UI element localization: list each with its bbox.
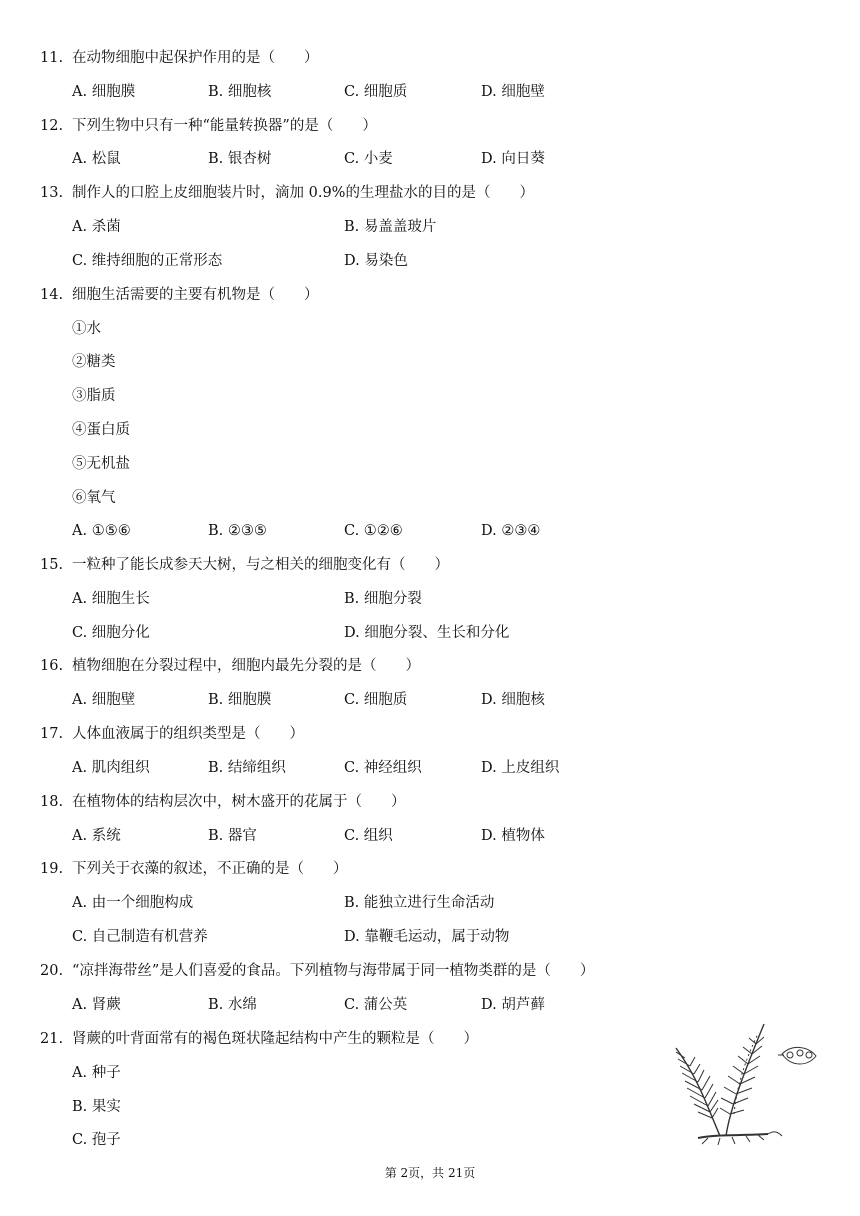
option-b: B. 器官 [208, 828, 257, 844]
question-text: 下列关于衣藻的叙述，不正确的是（ ） [72, 861, 348, 877]
question-text: 制作人的口腔上皮细胞装片时，滴加 0.9%的生理盐水的目的是（ ） [72, 185, 534, 201]
list-item: ①水 [72, 321, 101, 337]
question-number: 18. [40, 794, 64, 810]
question-text: 植物细胞在分裂过程中，细胞内最先分裂的是（ ） [72, 658, 420, 674]
option-c: C. 维持细胞的正常形态 [72, 253, 223, 269]
question-text: 在植物体的结构层次中，树木盛开的花属于（ ） [72, 794, 406, 810]
option-c: C. 细胞质 [344, 84, 408, 100]
option-a: A. 细胞壁 [72, 692, 136, 708]
fern-illustration [668, 1018, 820, 1146]
question-number: 21. [40, 1031, 64, 1047]
option-d: D. 易染色 [344, 253, 408, 269]
question-number: 19. [40, 861, 64, 877]
option-b: B. 结缔组织 [208, 760, 286, 776]
question-number: 17. [40, 726, 64, 742]
question-text: 细胞生活需要的主要有机物是（ ） [72, 287, 319, 303]
list-item: ⑤无机盐 [72, 456, 130, 472]
question-number: 12. [40, 118, 64, 134]
option-d: D. 胡芦藓 [481, 997, 545, 1013]
question-number: 11. [40, 50, 64, 66]
option-b: B. 细胞核 [208, 84, 272, 100]
question-text: “凉拌海带丝”是人们喜爱的食品。下列植物与海带属于同一植物类群的是（ ） [72, 963, 595, 979]
option-d: D. 上皮组织 [481, 760, 560, 776]
option-a: A. 肾蕨 [72, 997, 121, 1013]
option-d: D. 植物体 [481, 828, 545, 844]
list-item: ②糖类 [72, 354, 116, 370]
option-a: A. 细胞膜 [72, 84, 136, 100]
list-item: ③脂质 [72, 388, 116, 404]
option-d: D. 靠鞭毛运动，属于动物 [344, 929, 510, 945]
question-number: 14. [40, 287, 64, 303]
option-d: D. 细胞核 [481, 692, 545, 708]
option-a: A. 细胞生长 [72, 591, 150, 607]
option-b: B. 细胞分裂 [344, 591, 422, 607]
question-text: 人体血液属于的组织类型是（ ） [72, 726, 304, 742]
option-d: D. 细胞分裂、生长和分化 [344, 625, 510, 641]
option-c: C. 细胞质 [344, 692, 408, 708]
option-b: B. 能独立进行生命活动 [344, 895, 495, 911]
page-footer: 第 2页，共 21页 [384, 1166, 476, 1180]
question-text: 下列生物中只有一种“能量转换器”的是（ ） [72, 118, 377, 134]
option-c: C. 组织 [344, 828, 393, 844]
option-c: C. 蒲公英 [344, 997, 408, 1013]
option-c: C. 细胞分化 [72, 625, 150, 641]
question-text: 肾蕨的叶背面常有的褐色斑状隆起结构中产生的颗粒是（ ） [72, 1031, 478, 1047]
question-number: 16. [40, 658, 64, 674]
option-c: C. 小麦 [344, 151, 393, 167]
option-a: A. 种子 [72, 1065, 121, 1081]
option-b: B. 水绵 [208, 997, 257, 1013]
option-c: C. ①②⑥ [344, 523, 403, 539]
option-d: D. ②③④ [481, 523, 541, 539]
option-b: B. 易盖盖玻片 [344, 219, 437, 235]
option-c: C. 自己制造有机营养 [72, 929, 208, 945]
question-number: 15. [40, 557, 64, 573]
option-b: B. 银杏树 [208, 151, 272, 167]
option-c: C. 神经组织 [344, 760, 422, 776]
option-a: A. 肌肉组织 [72, 760, 150, 776]
option-a: A. 由一个细胞构成 [72, 895, 194, 911]
option-a: A. 杀菌 [72, 219, 121, 235]
option-d: D. 向日葵 [481, 151, 545, 167]
question-text: 一粒种了能长成参天大树，与之相关的细胞变化有（ ） [72, 557, 449, 573]
option-b: B. 细胞膜 [208, 692, 272, 708]
option-b: B. 果实 [72, 1099, 121, 1115]
option-b: B. ②③⑤ [208, 523, 267, 539]
list-item: ④蛋白质 [72, 422, 130, 438]
question-text: 在动物细胞中起保护作用的是（ ） [72, 50, 319, 66]
option-d: D. 细胞壁 [481, 84, 545, 100]
option-a: A. 松鼠 [72, 151, 121, 167]
option-a: A. ①⑤⑥ [72, 523, 131, 539]
option-a: A. 系统 [72, 828, 121, 844]
question-number: 20. [40, 963, 64, 979]
question-number: 13. [40, 185, 64, 201]
list-item: ⑥氧气 [72, 490, 116, 506]
option-c: C. 孢子 [72, 1132, 121, 1148]
